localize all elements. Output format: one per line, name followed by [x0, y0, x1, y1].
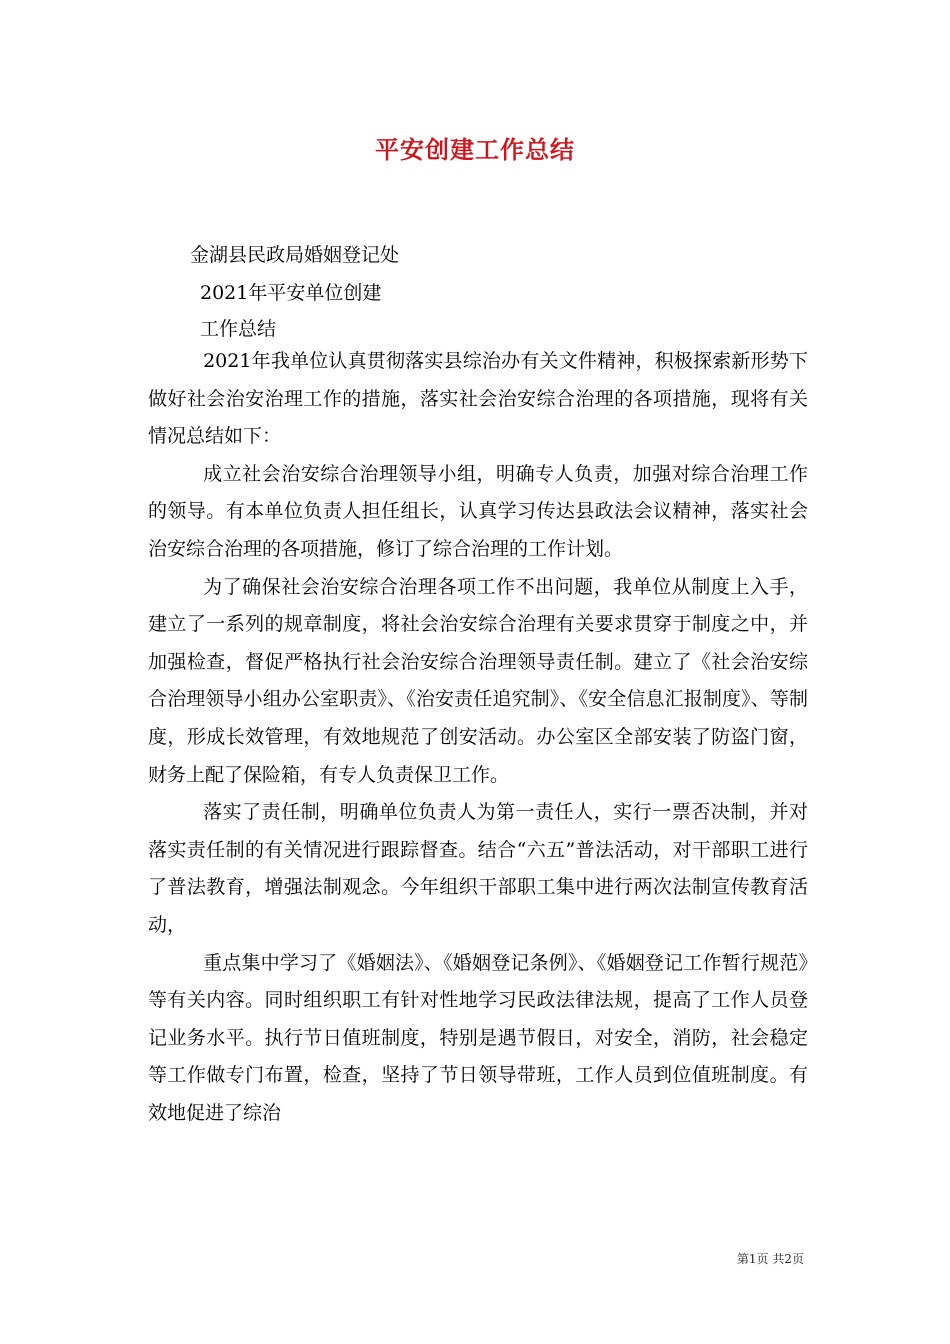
paragraph-responsibility: 落实了责任制，明确单位负责人为第一责任人，实行一票否决制，并对落实责任制的有关情况进行跟踪督查。结合“六五”普法活动，对干部职工进行了普法教育，增强法制观念。今年组织干部职工集中进行两次法制宣传教育活动， — [148, 801, 808, 936]
paragraph-leadership: 成立社会治安综合治理领导小组，明确专人负责，加强对综合治理工作的领导。有本单位负责人担任组长，认真学习传达县政法会议精神，落实社会治安综合治理的各项措施，修订了综合治理的工作计划。 — [148, 462, 808, 560]
organization-line: 金湖县民政局婚姻登记处 — [190, 244, 400, 266]
paragraph-intro: 2021年我单位认真贯彻落实县综治办有关文件精神，积极探索新形势下做好社会治安治理工作的措施，落实社会治安综合治理的各项措施，现将有关情况总结如下： — [148, 350, 808, 448]
summary-label-line: 工作总结 — [200, 318, 277, 340]
subtitle-line: 2021年平安单位创建 — [200, 282, 382, 304]
document-title: 平安创建工作总结 — [375, 135, 575, 164]
paragraph-regulations: 为了确保社会治安综合治理各项工作不出问题，我单位从制度上入手，建立了一系列的规章制度，将社会治安综合治理有关要求贯穿于制度之中，并加强检查，督促严格执行社会治安综合治理领导责任制。建立了《社会治安综合治理领导小组办公室职责》、《治安责任追究制》、《安全信息汇报制度》、等制度，形成长效管理，有效地规范了创安活动。办公室区全部安装了防盗门窗，财务上配了保险箱，有专人负责保卫工作。 — [148, 575, 808, 786]
paragraph-legal-study: 重点集中学习了《婚姻法》、《婚姻登记条例》、《婚姻登记工作暂行规范》等有关内容。同时组织职工有针对性地学习民政法律法规，提高了工作人员登记业务水平。执行节日值班制度，特别是遇节假日，对安全，消防，社会稳定等工作做专门布置，检查，坚持了节日领导带班，工作人员到位值班制度。有效地促进了综治 — [148, 951, 808, 1124]
page-number: 第1页 共2页 — [736, 1252, 804, 1266]
document-body — [148, 343, 808, 1132]
